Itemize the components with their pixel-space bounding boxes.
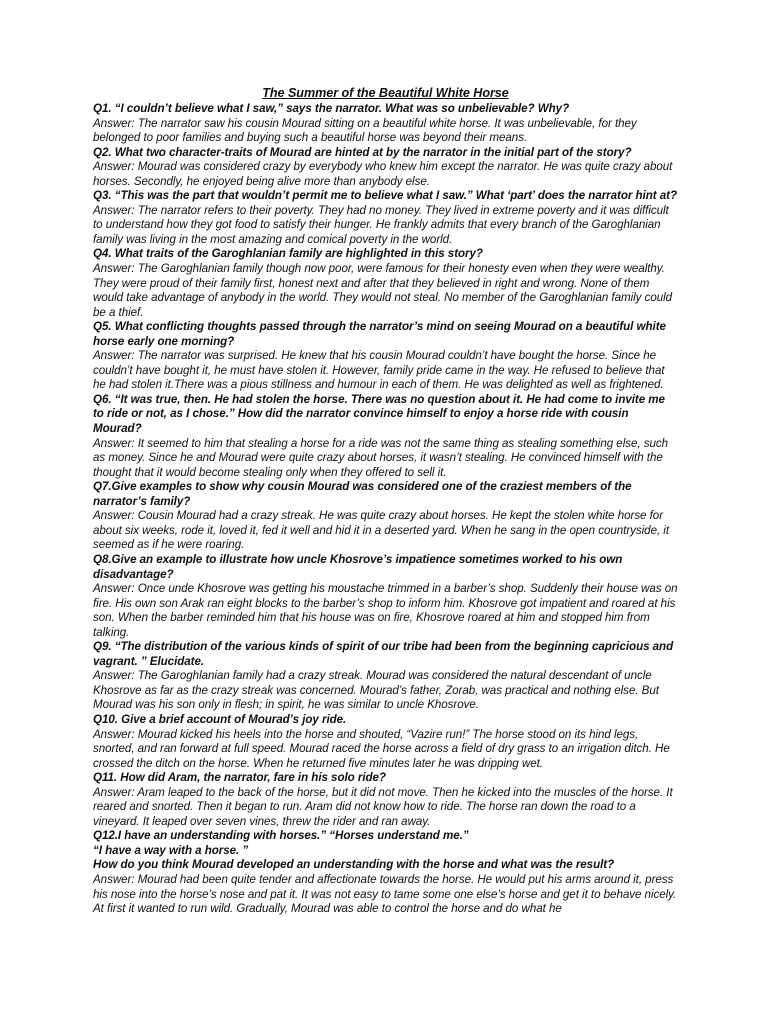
answer-text: Answer: Aram leaped to the back of the horse, but it did not move. Then he kicked into the muscles of the horse. It reared and snorted. Then it began to run. Aram did not know how to ride. The horse ran down the road to a vineyard. It leaped over seven vines, threw the rider and ran away. (93, 785, 673, 828)
question-text: Q6. “It was true, then. He had stolen the horse. There was no question about it. He had come to invite me to ride or not, as I chose.” How did the narrator convince himself to enjoy a horse ride with cousin Mourad? (93, 392, 665, 436)
answer-text: Answer: Mourad kicked his heels into the horse and shouted, “Vazire run!” The horse stood on its hind legs, snorted, and ran forward at full speed. Mourad raced the horse across a field of dry grass to an irrigation ditch. He crossed the ditch on the horse. When he returned five minutes later he was dripping wet. (93, 727, 670, 770)
question-text: How do you think Mourad developed an understanding with the horse and what was the result? (93, 858, 615, 872)
answer-text: Answer: The Garoghlanian family though now poor, were famous for their honesty even when they were wealthy. They were proud of their family first, honest next and after that they believed in right and wrong. None of them would take advantage of anybody in the world. They would not steal. No member of the Garoghlanian family could be a thief. (93, 262, 673, 319)
answer-text: Answer: It seemed to him that stealing a horse for a ride was not the same thing as stealing something else, such as money. Since he and Mourad were quite crazy about horses, it wasn’t stealing. He convinced himself with the thought that it would become stealing only when they offered to sell it. (93, 436, 668, 479)
question-text: Q11. How did Aram, the narrator, fare in his solo ride? (93, 771, 386, 785)
answer-text: Answer: The narrator was surprised. He knew that his cousin Mourad couldn’t have bought the horse. Since he couldn’t have bought it, he must have stolen it. However, family pride came in the way. He refused to believe that he had stolen it.There was a pious stillness and humour in each of them. He was delighted as well as frightened. (93, 349, 665, 392)
question-text: Q10. Give a brief account of Mourad’s joy ride. (93, 712, 347, 726)
answer-text: Answer: Mourad was considered crazy by everybody who knew him except the narrator. He was quite crazy about horses. Secondly, he enjoyed being alive more than anybody else. (93, 160, 673, 188)
qa-list (93, 102, 678, 917)
answer-text: Answer: Mourad had been quite tender and affectionate towards the horse. He would put his arms around it, press his nose into the horse’s nose and pat it. It was not easy to tame some one else’s horse and get it to behave nicely. At first it wanted to run wild. Gradually, Mourad was able to control the horse and do what he (93, 872, 677, 916)
question-text: Q8.Give an example to illustrate how uncle Khosrove’s impatience sometimes worked to his own disadvantage? (93, 552, 623, 581)
question-text: Q7.Give examples to show why cousin Mourad was considered one of the craziest members of the narrator’s family? (93, 480, 632, 508)
question-text: Q2. What two character-traits of Mourad are hinted at by the narrator in the initial part of the story? (93, 145, 632, 159)
question-text: Q12.I have an understanding with horses.” “Horses understand me.” (93, 829, 469, 843)
answer-text: Answer: Cousin Mourad had a crazy streak. He was quite crazy about horses. He kept the stolen white horse for about six weeks, rode it, loved it, fed it well and hid it in a deserted yard. When he sang in the open countryside, it seemed as if he were roaring. (93, 509, 670, 552)
question-text: “I have a way with a horse. ” (93, 843, 249, 857)
answer-text: Answer: The narrator saw his cousin Mourad sitting on a beautiful white horse. It was unbelievable, for they belonged to poor families and buying such a beautiful horse was beyond their means. (93, 116, 637, 145)
question-text: Q4. What traits of the Garoghlanian family are highlighted in this story? (93, 247, 483, 261)
question-text: Q9. “The distribution of the various kinds of spirit of our tribe had been from the beginning capricious and vagrant. ” Elucidate. (93, 640, 674, 668)
answer-text: Answer: The Garoghlanian family had a crazy streak. Mourad was considered the natural descendant of uncle Khosrove as far as the crazy streak was concerned. Mourad’s father, Zorab, was practical and nothing else. But Mourad was his son only in flesh; in spirit, he was similar to uncle Khosrove. (93, 669, 659, 712)
document-page (93, 86, 678, 917)
question-text: Q5. What conflicting thoughts passed through the narrator’s mind on seeing Mourad on a beautiful white horse early one morning? (93, 320, 666, 348)
document-title: The Summer of the Beautiful White Horse (262, 86, 509, 100)
answer-text: Answer: Once unde Khosrove was getting his moustache trimmed in a barber’s shop. Suddenly their house was on fire. His own son Arak ran eight blocks to the barber’s shop to inform him. Khosrove got impatient and roared at his son. When the barber reminded him that his house was on fire, Khosrove roared at him and stopped him from talking. (93, 582, 678, 639)
answer-text: Answer: The narrator refers to their poverty. They had no money. They lived in extreme poverty and it was difficult to understand how they got food to satisfy their hunger. He frankly admits that every branch of the Garoghlanian family was living in the most amazing and comical poverty in the world. (93, 203, 669, 246)
question-text: Q1. “I couldn’t believe what I saw,” says the narrator. What was so unbelievable? Why? (93, 102, 570, 115)
question-text: Q3. “This was the part that wouldn’t permit me to believe what I saw.” What ‘part’ does the narrator hint at? (93, 189, 677, 203)
